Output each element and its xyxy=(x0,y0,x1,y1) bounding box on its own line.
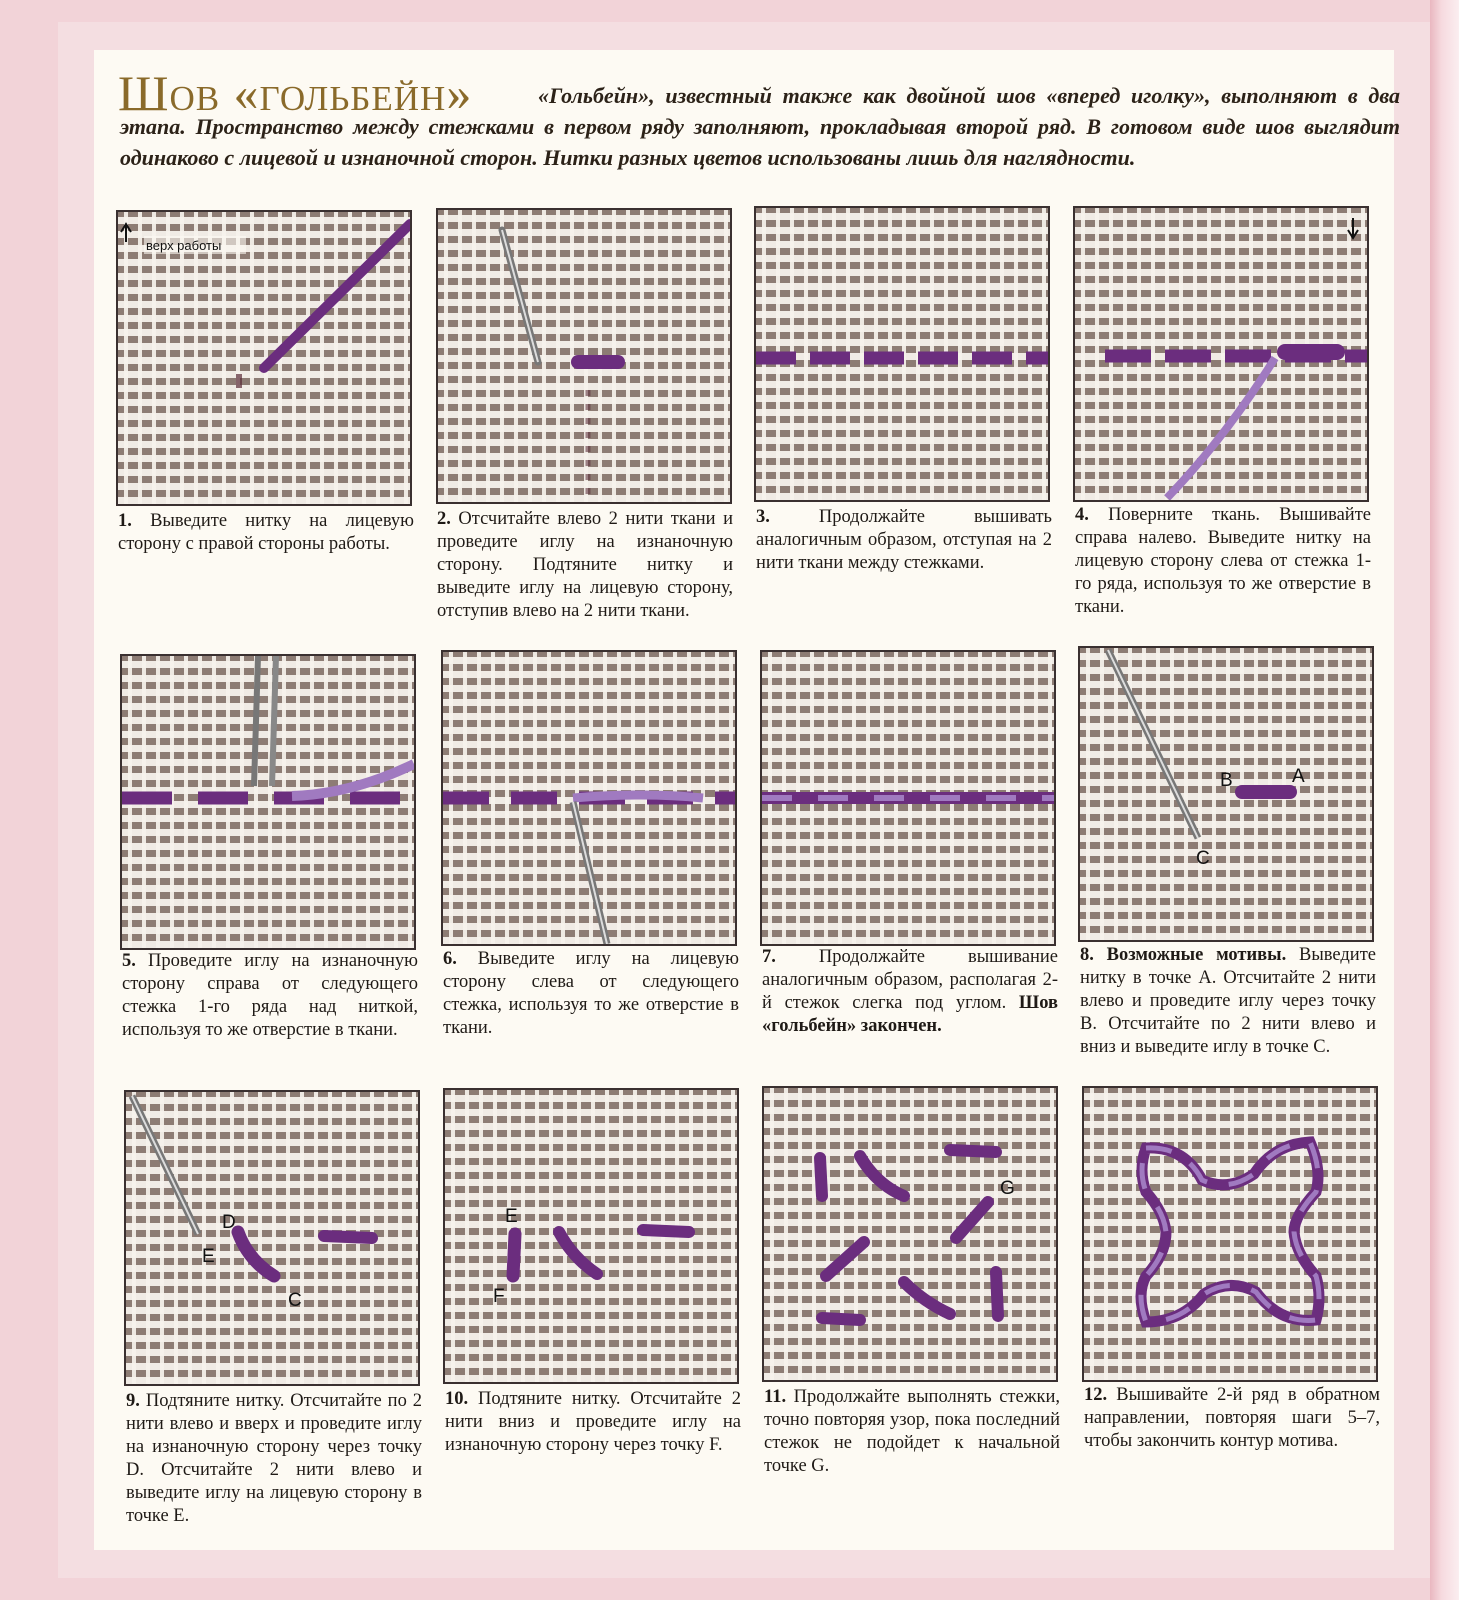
second-thread xyxy=(292,764,414,796)
step-7-caption: 7. Продолжайте вышивание аналогичным образом, располагая 2-й стежок слегка под углом. Шов «гольбейн» закончен. xyxy=(762,947,1058,1036)
step-2-caption: 2. Отсчитайте влево 2 нити ткани и проведите иглу на изнаночную сторону. Подтяните нитку и выведите иглу на лицевую сторону, отступив влево на 2 нити ткани. xyxy=(437,509,734,621)
step-8-caption: 8. Возможные мотивы. Выведите нитку в точке А. Отсчитайте 2 нити влево и проведите иглу через точку В. Отсчитайте по 2 нити влево и вниз и выведите иглу в точке С. xyxy=(1080,945,1377,1057)
second-thread xyxy=(573,795,703,798)
point-b-label: B xyxy=(1220,770,1233,791)
top-of-work-label: верх работы xyxy=(146,238,222,253)
stitch xyxy=(513,1234,515,1276)
step-9-caption: 9. Подтяните нитку. Отсчитайте по 2 нити влево и вверх и проведите иглу на изнаночную сторону через точку D. Отсчитайте 2 нити влево и выведите иглу на лицевую сторону в точке Е. xyxy=(126,1391,423,1526)
point-e-label: E xyxy=(505,1206,518,1227)
step-2-image xyxy=(436,208,732,504)
arrow-up-icon xyxy=(121,224,131,242)
step-12-image xyxy=(1082,1086,1378,1382)
step-5-image xyxy=(120,654,416,950)
step-4-image xyxy=(1073,206,1369,502)
point-f-label: F xyxy=(493,1286,505,1307)
motif-stitches xyxy=(820,1150,998,1320)
point-g-label: G xyxy=(1000,1178,1015,1199)
step-1-caption: 1. Выведите нитку на лицевую сторону с правой стороны работы. xyxy=(118,511,414,554)
step-9-image xyxy=(124,1090,420,1386)
step-6-caption: 6. Выведите иглу на лицевую сторону слева от следующего стежка, используя то же отверстие в ткани. xyxy=(443,949,739,1038)
stitch xyxy=(238,1232,274,1276)
point-c-label: C xyxy=(288,1290,302,1311)
point-c-label: C xyxy=(1196,848,1210,869)
step-1-image xyxy=(116,210,412,506)
page-edge xyxy=(1430,0,1459,1600)
step-12-caption: 12. Вышивайте 2-й ряд в обратном направлении, повторяя шаги 5–7, чтобы закончить контур мотива. xyxy=(1084,1385,1380,1451)
second-thread xyxy=(1167,358,1275,498)
step-10-caption: 10. Подтяните нитку. Отсчитайте 2 нити вниз и проведите иглу на изнаночную сторону через точку F. xyxy=(445,1389,741,1455)
step-4-caption: 4. Поверните ткань. Вышивайте справа налево. Выведите нитку на лицевую сторону слева от стежка 1-го ряда, используя то же отверстие в ткани. xyxy=(1075,505,1372,617)
step-3-image xyxy=(754,206,1050,502)
step-11-caption: 11. Продолжайте выполнять стежки, точно повторяя узор, пока последний стежок не подойдет к начальной точке G. xyxy=(764,1387,1060,1476)
step-6-image xyxy=(441,650,737,946)
needle-icon xyxy=(254,656,258,786)
step-7-image xyxy=(760,650,1056,946)
point-d-label: D xyxy=(222,1212,236,1233)
step-11-image xyxy=(762,1086,1058,1382)
step-3-caption: 3. Продолжайте вышивать аналогичным образом, отступая на 2 нити ткани между стежками. xyxy=(756,507,1052,573)
step-8-image xyxy=(1078,646,1374,942)
point-a-label: A xyxy=(1292,766,1305,787)
intro-text: «Гольбейн», известный также как двойной шов «вперед иголку», выполняют в два этапа. Пространство между стежками в первом ряду заполняют, прокладывая второй ряд. В готовом виде шов выглядит одинаково с лицевой и изнаночной сторон. Нитки разных цветов использованы лишь для наглядности. xyxy=(120,83,1400,170)
thread xyxy=(264,224,410,368)
point-e-label: E xyxy=(202,1246,215,1267)
arrow-down-icon xyxy=(1348,218,1358,238)
page-title: Шов «гольбейн» xyxy=(118,65,473,121)
step-10-image xyxy=(443,1088,739,1384)
step-5-caption: 5. Проведите иглу на изнаночную сторону справа от следующего стежка 1-го ряда над ниткой, используя то же отверстие в ткани. xyxy=(122,951,418,1040)
